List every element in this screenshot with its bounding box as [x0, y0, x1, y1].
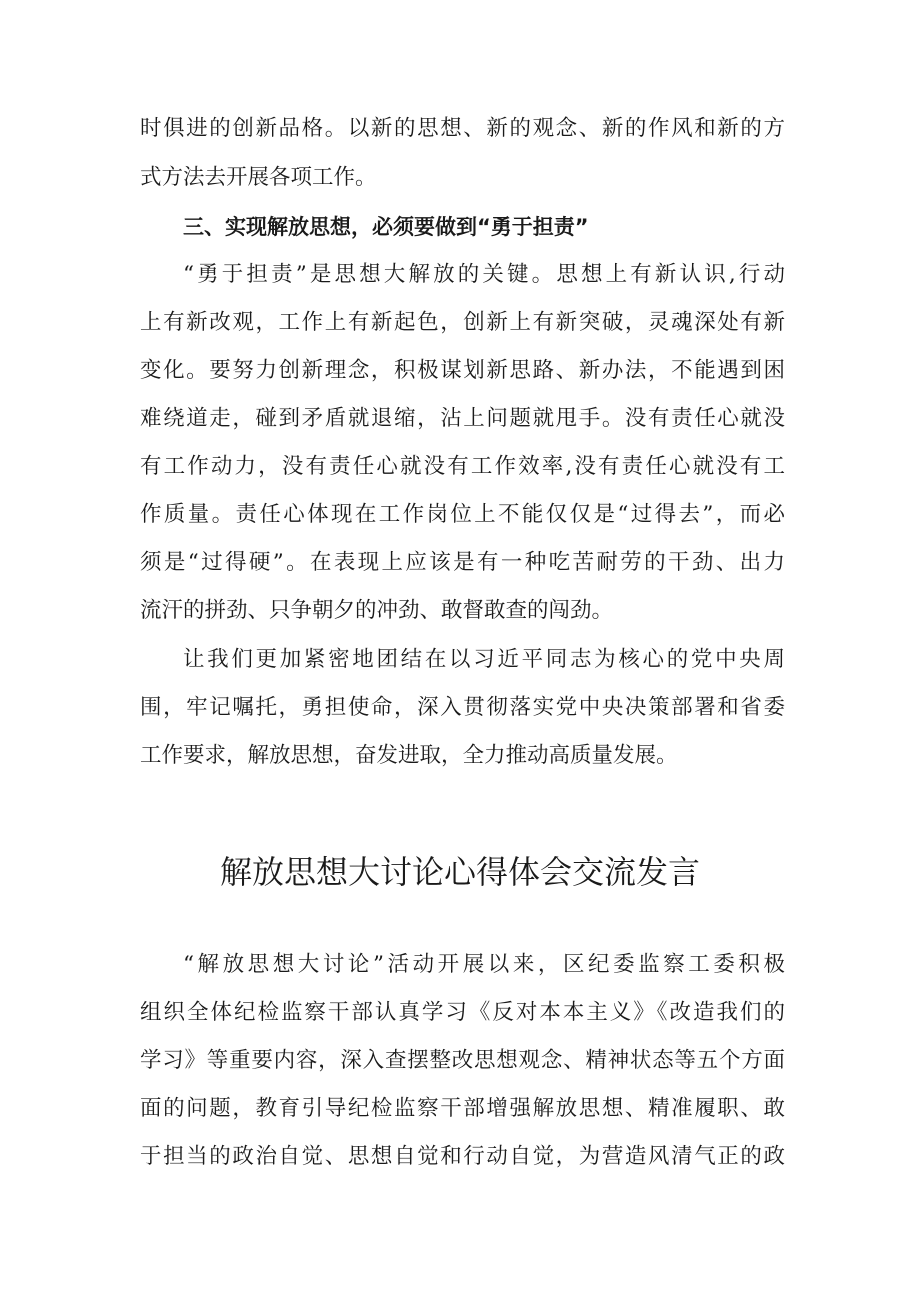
paragraph-line: 工作要求，解放思想，奋发进取，全力推动高质量发展。 [140, 743, 678, 768]
paragraph-line: “解放思想大讨论”活动开展以来，区纪委监察工委积极 [183, 952, 785, 977]
paragraph-line: “勇于担责”是思想大解放的关键。思想上有新认识,行动 [183, 262, 785, 287]
paragraph-line: 须是“过得硬”。在表现上应该是有一种吃苦耐劳的干劲、出力 [140, 550, 785, 575]
paragraph-line: 组织全体纪检监察干部认真学习《反对本本主义》《改造我们的 [140, 1000, 785, 1025]
paragraph-line: 面的问题，教育引导纪检监察干部增强解放思想、精准履职、敢 [140, 1096, 785, 1121]
paragraph-line: 作质量。责任心体现在工作岗位上不能仅仅是“过得去”，而必 [140, 502, 785, 527]
paragraph-line: 流汗的拼劲、只争朝夕的冲劲、敢督敢查的闯劲。 [140, 598, 614, 623]
paragraph-line: 式方法去开展各项工作。 [140, 165, 377, 190]
paragraph-line: 有工作动力，没有责任心就没有工作效率,没有责任心就没有工 [140, 454, 785, 479]
paragraph-line: 难绕道走，碰到矛盾就退缩，沾上问题就甩手。没有责任心就没 [140, 406, 785, 431]
paragraph-line: 时俱进的创新品格。以新的思想、新的观念、新的作风和新的方 [140, 116, 785, 141]
paragraph-line: 变化。要努力创新理念，积极谋划新思路、新办法，不能遇到困 [140, 358, 785, 383]
article-title: 解放思想大讨论心得体会交流发言 [219, 853, 700, 891]
paragraph-line: 围，牢记嘱托，勇担使命，深入贯彻落实党中央决策部署和省委 [140, 695, 785, 720]
section-heading: 三、实现解放思想，必须要做到“勇于担责” [183, 215, 589, 239]
paragraph-line: 上有新改观，工作上有新起色，创新上有新突破，灵魂深处有新 [140, 310, 785, 335]
paragraph-line: 让我们更加紧密地团结在以习近平同志为核心的党中央周 [183, 647, 785, 672]
paragraph-line: 于担当的政治自觉、思想自觉和行动自觉，为营造风清气正的政 [140, 1144, 785, 1169]
paragraph-line: 学习》等重要内容，深入查摆整改思想观念、精神状态等五个方面 [140, 1048, 785, 1073]
